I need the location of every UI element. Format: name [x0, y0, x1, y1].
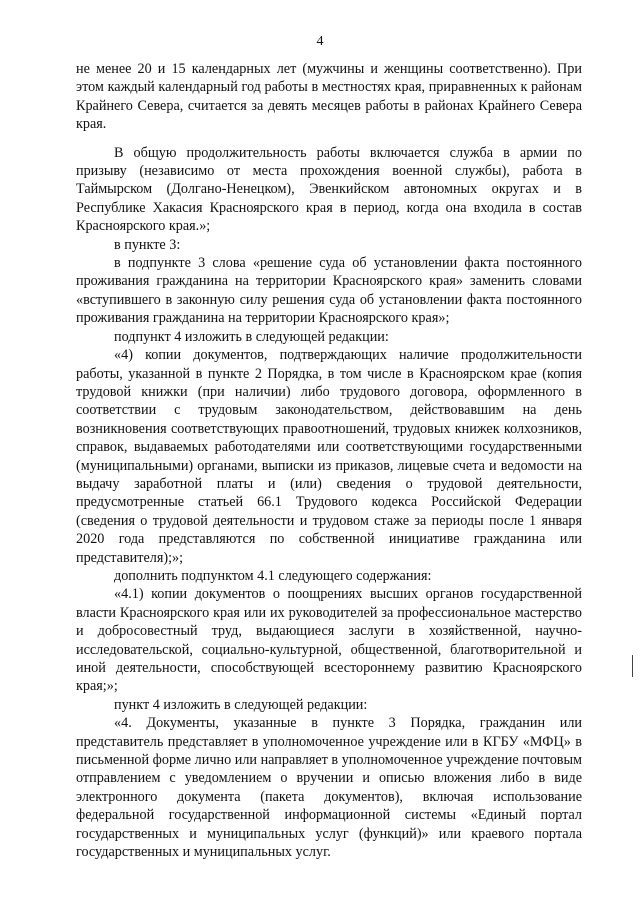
- page-number: 4: [316, 34, 324, 49]
- paragraph-point-3-heading: в пункте 3:: [114, 236, 181, 253]
- paragraph-point-4-text: «4. Документы, указанные в пункте 3 Порядка, гражданин или представитель представляет в уполномоченное учреждение или в КГБУ «МФЦ» в письменной форме лично или направляет в уполномоченное учреждение почтовым отправлением с уведомлением о вручении и описью вложения либо в виде электронного документа (пакета документов), включая использование федеральной государственной информационной системы «Единый портал государственных и муниципальных услуг (функций)» или краевого портала государственных и муниципальных услуг.: [76, 715, 582, 861]
- paragraph-subpoint-4-text: «4) копии документов, подтверждающих наличие продолжительности работы, указанной в пункте 2 Порядка, в том числе в Красноярском крае (копия трудовой книжки (при наличии) либо трудового договора, оформленного в соответствии с трудовым законодательством, действовавшим на день возникновения соответствующих правоотношений, трудовых книжек колхозников, справок, выдаваемых работодателями или соответствующими государственными (муниципальными) органами, выписки из приказов, лицевые счета и ведомости на выдачу заработной платы и (или) сведения о трудовой деятельности, предусмотренные статьей 66.1 Трудового кодекса Российской Федерации (сведения о трудовой деятельности и трудовом стаже за периоды после 1 января 2020 года представляются по собственной инициативе гражданина или представителя);»;: [76, 347, 582, 566]
- paragraph-subpoint-4-1-heading: дополнить подпунктом 4.1 следующего содержания:: [114, 567, 432, 584]
- paragraph-total-duration: В общую продолжительность работы включается служба в армии по призыву (независимо от места прохождения военной службы), работа в Таймырском (Долгано-Ненецком), Эвенкийском автономных округах и в Республике Хакасия Красноярского края в период, когда она входила в состав Красноярского края.»;: [76, 144, 582, 235]
- paragraph-seniority-requirement: не менее 20 и 15 календарных лет (мужчины и женщины соответственно). При этом каждый календарный год работы в местностях края, приравненных к районам Крайнего Севера, считается за девять месяцев работы в районах Крайнего Севера края.: [76, 61, 582, 133]
- paragraph-subpoint-3-amendment: в подпункте 3 слова «решение суда об установлении факта постоянного проживания гражданина на территории Красноярского края» заменить словами «вступившего в законную силу решения суда об установлении факта постоянного проживания гражданина на территории Красноярского края»;: [76, 255, 582, 327]
- document-body: [76, 60, 582, 861]
- paragraph-point-4-heading: пункт 4 изложить в следующей редакции:: [114, 696, 368, 713]
- scan-edge-mark: [632, 655, 633, 677]
- paragraph-subpoint-4-heading: подпункт 4 изложить в следующей редакции:: [114, 328, 389, 345]
- paragraph-subpoint-4-1-text: «4.1) копии документов о поощрениях высших органов государственной власти Красноярского края или их руководителей за профессиональное мастерство и добросовестный труд, выдающиеся заслуги в хозяйственной, научно-исследовательской, социально-культурной, общественной, благотворительной и иной деятельности, способствующей всестороннему развитию Красноярского края;»;: [76, 586, 582, 695]
